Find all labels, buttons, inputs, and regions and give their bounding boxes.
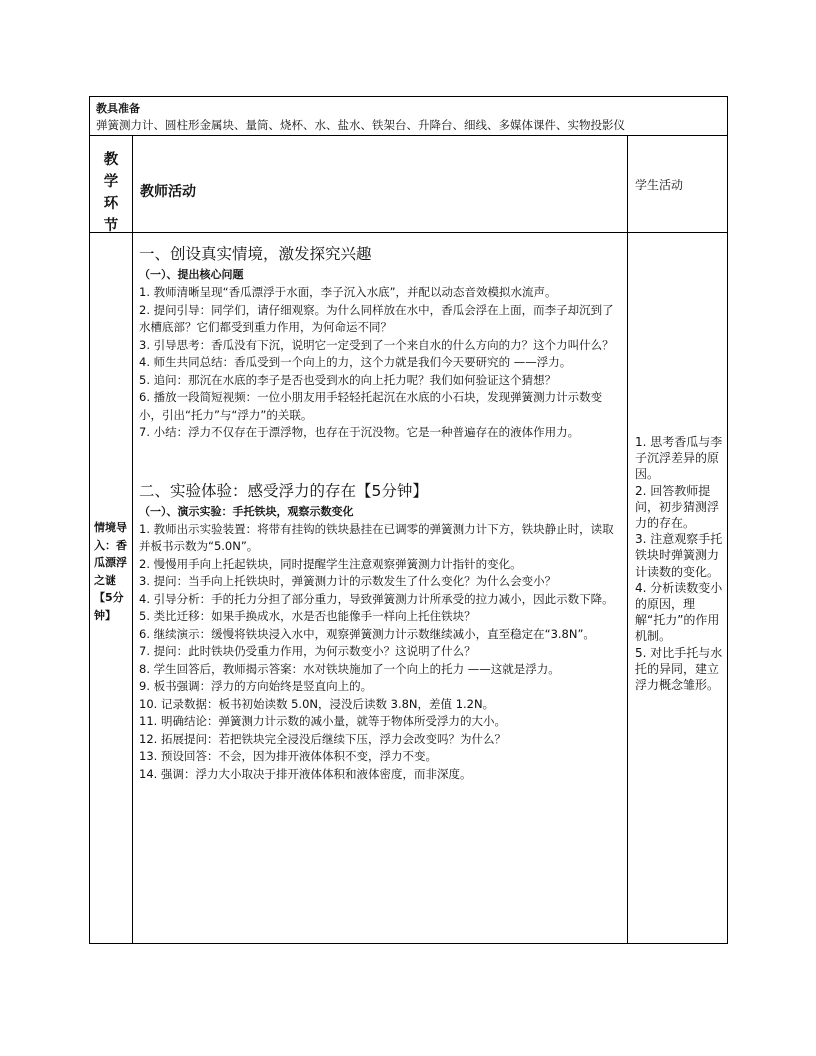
stage-header-char: 节 <box>103 218 119 234</box>
list-item: 1. 思考香瓜与李子沉浮差异的原因。 <box>635 435 723 482</box>
list-item: 2. 回答教师提问，初步猜测浮力的存在。 <box>635 483 720 531</box>
student-activities <box>635 434 723 693</box>
list-item: 1. 教师清晰呈现“香瓜漂浮于水面，李子沉入水底”，并配以动态音效模拟水流声。 <box>139 285 557 299</box>
list-item: 6. 播放一段简短视频：一位小朋友用手轻轻托起沉在水底的小石块，发现弹簧测力计示数变小，引出“托力”与“浮力”的关联。 <box>139 390 603 422</box>
list-item: 8. 学生回答后，教师揭示答案：水对铁块施加了一个向上的托力 ——这就是浮力。 <box>139 661 560 676</box>
list-item: 5. 对比手托与水托的异同，建立浮力概念雏形。 <box>635 645 723 693</box>
list-item: 7. 小结：浮力不仅存在于漂浮物，也存在于沉没物。它是一种普遍存在的液体作用力。 <box>139 425 580 439</box>
stage-header-char: 环 <box>103 196 119 212</box>
section-1-title: 一、创设真实情境，激发探究兴趣 <box>139 245 372 263</box>
stage-column-header <box>96 149 126 237</box>
section-gap <box>139 442 623 480</box>
list-item: 10. 记录数据：板书初始读数 5.0N，浸没后读数 3.8N，差值 1.2N。 <box>139 696 495 711</box>
teacher-activities <box>139 243 623 783</box>
stage-header-char: 教 <box>103 152 119 168</box>
teaching-aids-list: 弹簧测力计、圆柱形金属块、量筒、烧杯、水、盐水、铁架台、升降台、细线、多媒体课件、实物投影仪 <box>96 118 625 132</box>
list-item: 11. 明确结论：弹簧测力计示数的减小量，就等于物体所受浮力的大小。 <box>139 714 506 728</box>
list-item: 3. 引导思考：香瓜没有下沉，说明它一定受到了一个来自水的什么方向的力？这个力叫什么？ <box>139 337 614 352</box>
list-item: 7. 提问：此时铁块仍受重力作用，为何示数变小？这说明了什么？ <box>139 644 476 658</box>
column-divider-stage <box>132 135 133 943</box>
teaching-aids-title: 教具准备 <box>96 102 140 115</box>
list-item: 6. 继续演示：缓慢将铁块浸入水中，观察弹簧测力计示数继续减小，直至稳定在“3.8N”。 <box>139 626 595 641</box>
list-item: 2. 提问引导：同学们，请仔细观察。为什么同样放在水中，香瓜会浮在上面，而李子却沉到了水槽底部？它们都受到重力作用，为何命运不同？ <box>139 302 614 334</box>
list-item: 12. 拓展提问：若把铁块完全浸没后继续下压，浮力会改变吗？为什么？ <box>139 731 506 746</box>
list-item: 1. 教师出示实验装置：将带有挂钩的铁块悬挂在已调零的弹簧测力计下方，铁块静止时，读取并板书示数为“5.0N”。 <box>139 521 614 553</box>
list-item: 2. 慢慢用手向上托起铁块，同时提醒学生注意观察弹簧测力计指针的变化。 <box>139 556 522 571</box>
list-item: 5. 追问：那沉在水底的李子是否也受到水的向上托力呢？我们如何验证这个猜想？ <box>139 372 557 387</box>
list-item: 9. 板书强调：浮力的方向始终是竖直向上的。 <box>139 679 373 693</box>
teacher-column-header: 教师活动 <box>140 184 196 200</box>
column-divider-student <box>627 135 628 943</box>
list-item: 4. 分析读数变小的原因，理解“托力”的作用机制。 <box>635 580 723 644</box>
list-item: 5. 类比迁移：如果手换成水，水是否也能像手一样向上托住铁块？ <box>139 609 476 623</box>
stage-name: 情境导入：香瓜漂浮之谜【5分钟】 <box>94 521 127 622</box>
teaching-aids-row <box>90 97 727 136</box>
section-2-title: 二、实验体验：感受浮力的存在【5分钟】 <box>139 481 428 500</box>
lesson-plan-table <box>89 96 728 944</box>
list-item: 14. 强调：浮力大小取决于排开液体体积和液体密度，而非深度。 <box>139 766 472 781</box>
list-item: 3. 提问：当手向上托铁块时，弹簧测力计的示数发生了什么变化？为什么会变小？ <box>139 574 557 588</box>
section-1-subtitle: （一）、提出核心问题 <box>139 268 244 281</box>
stage-header-char: 学 <box>103 174 119 190</box>
list-item: 3. 注意观察手托铁块时弹簧测力计读数的变化。 <box>635 532 723 579</box>
list-item: 13. 预设回答：不会，因为排开液体体积不变，浮力不变。 <box>139 749 437 763</box>
student-column-header: 学生活动 <box>635 178 684 192</box>
list-item: 4. 引导分析：手的托力分担了部分重力，导致弹簧测力计所承受的拉力减小，因此示数下降。 <box>139 591 614 606</box>
header-divider <box>90 232 727 233</box>
list-item: 4. 师生共同总结：香瓜受到一个向上的力，这个力就是我们今天要研究的 ——浮力。 <box>139 355 572 369</box>
section-2-subtitle: （一）、演示实验：手托铁块，观察示数变化 <box>139 504 354 518</box>
